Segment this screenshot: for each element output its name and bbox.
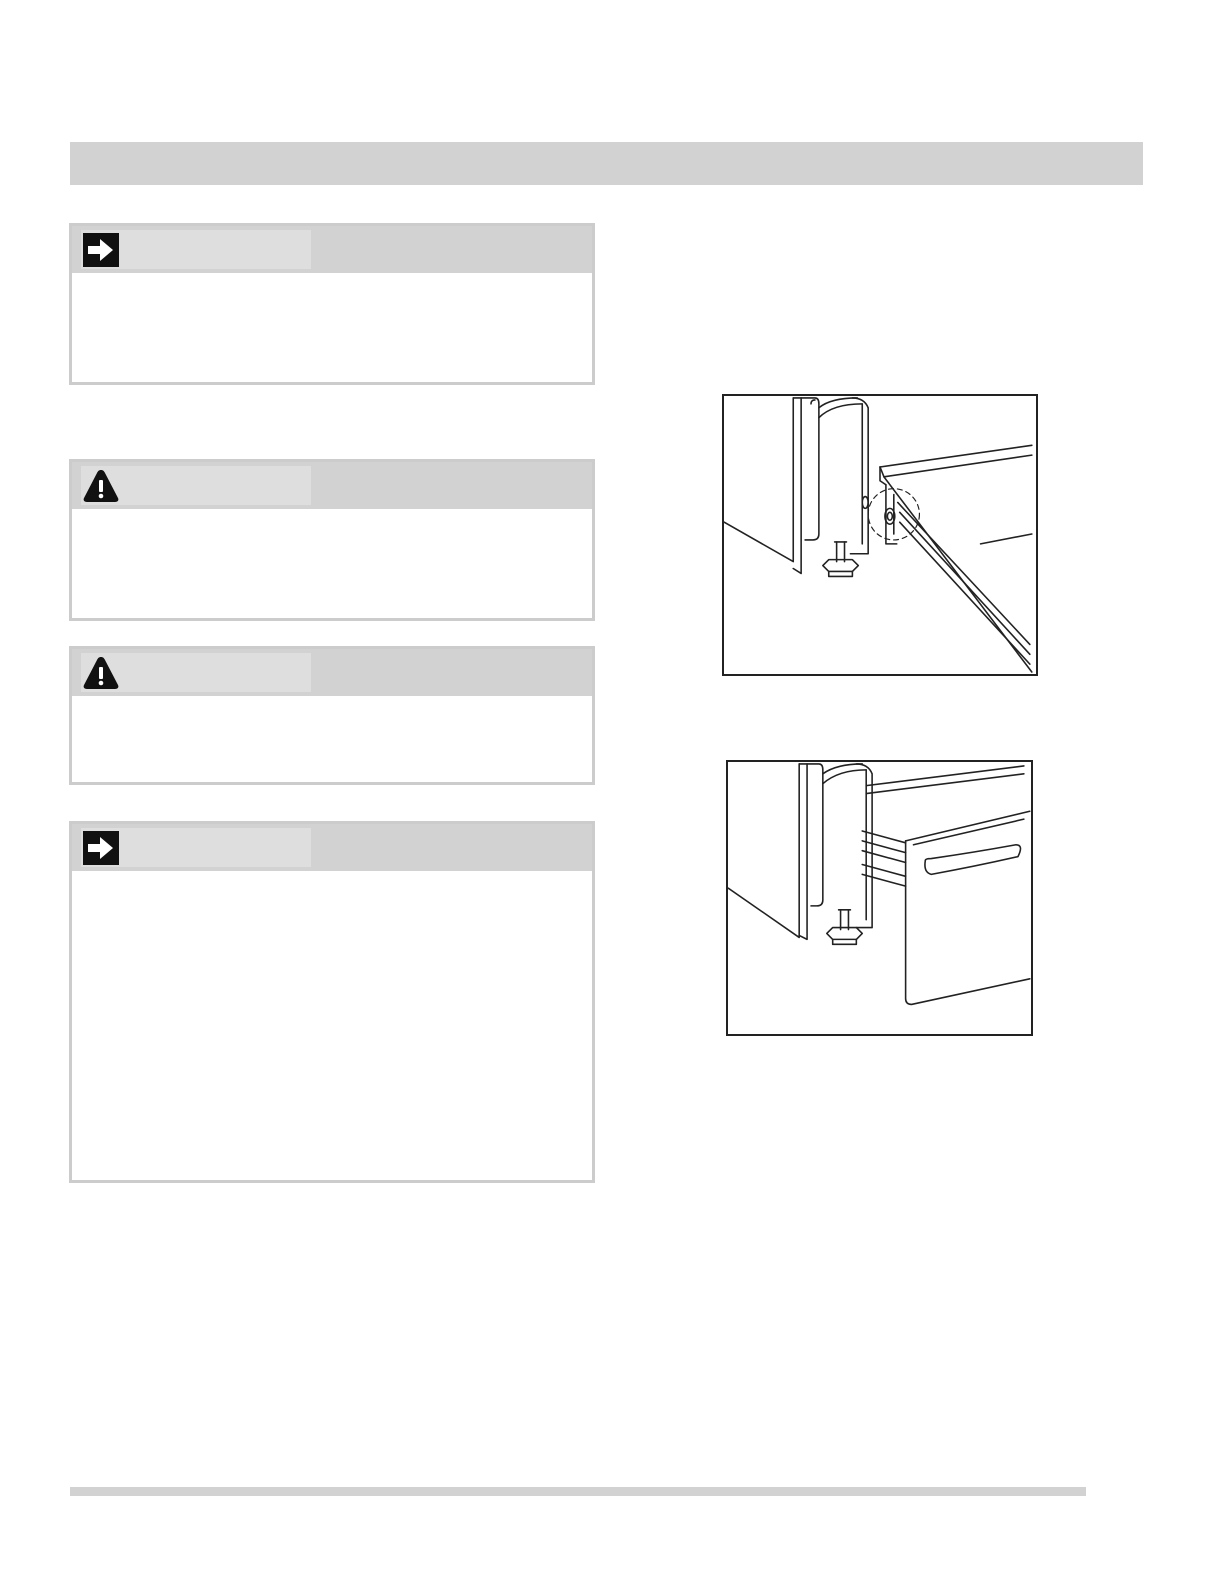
notice-label <box>81 230 311 269</box>
footer-bar <box>70 1487 1086 1496</box>
important-notice-2 <box>69 821 595 1183</box>
notice-header <box>72 824 592 871</box>
notice-header <box>72 226 592 273</box>
notice-header <box>72 462 592 509</box>
drawer-alignment-illustration <box>722 394 1038 676</box>
caution-notice-2 <box>69 646 595 785</box>
warning-triangle-icon <box>83 469 119 503</box>
caution-notice-1 <box>69 459 595 621</box>
notice-label <box>81 653 311 692</box>
arrow-right-icon <box>83 233 119 267</box>
notice-header <box>72 649 592 696</box>
notice-label <box>81 466 311 505</box>
notice-body <box>72 273 592 297</box>
important-notice-1 <box>69 223 595 385</box>
notice-body <box>72 696 592 720</box>
notice-body <box>72 509 592 533</box>
notice-body <box>72 871 592 895</box>
drawer-installed-illustration <box>726 760 1033 1036</box>
arrow-right-icon <box>83 831 119 865</box>
section-header-bar <box>70 142 1143 185</box>
notice-label <box>81 828 311 867</box>
warning-triangle-icon <box>83 656 119 690</box>
